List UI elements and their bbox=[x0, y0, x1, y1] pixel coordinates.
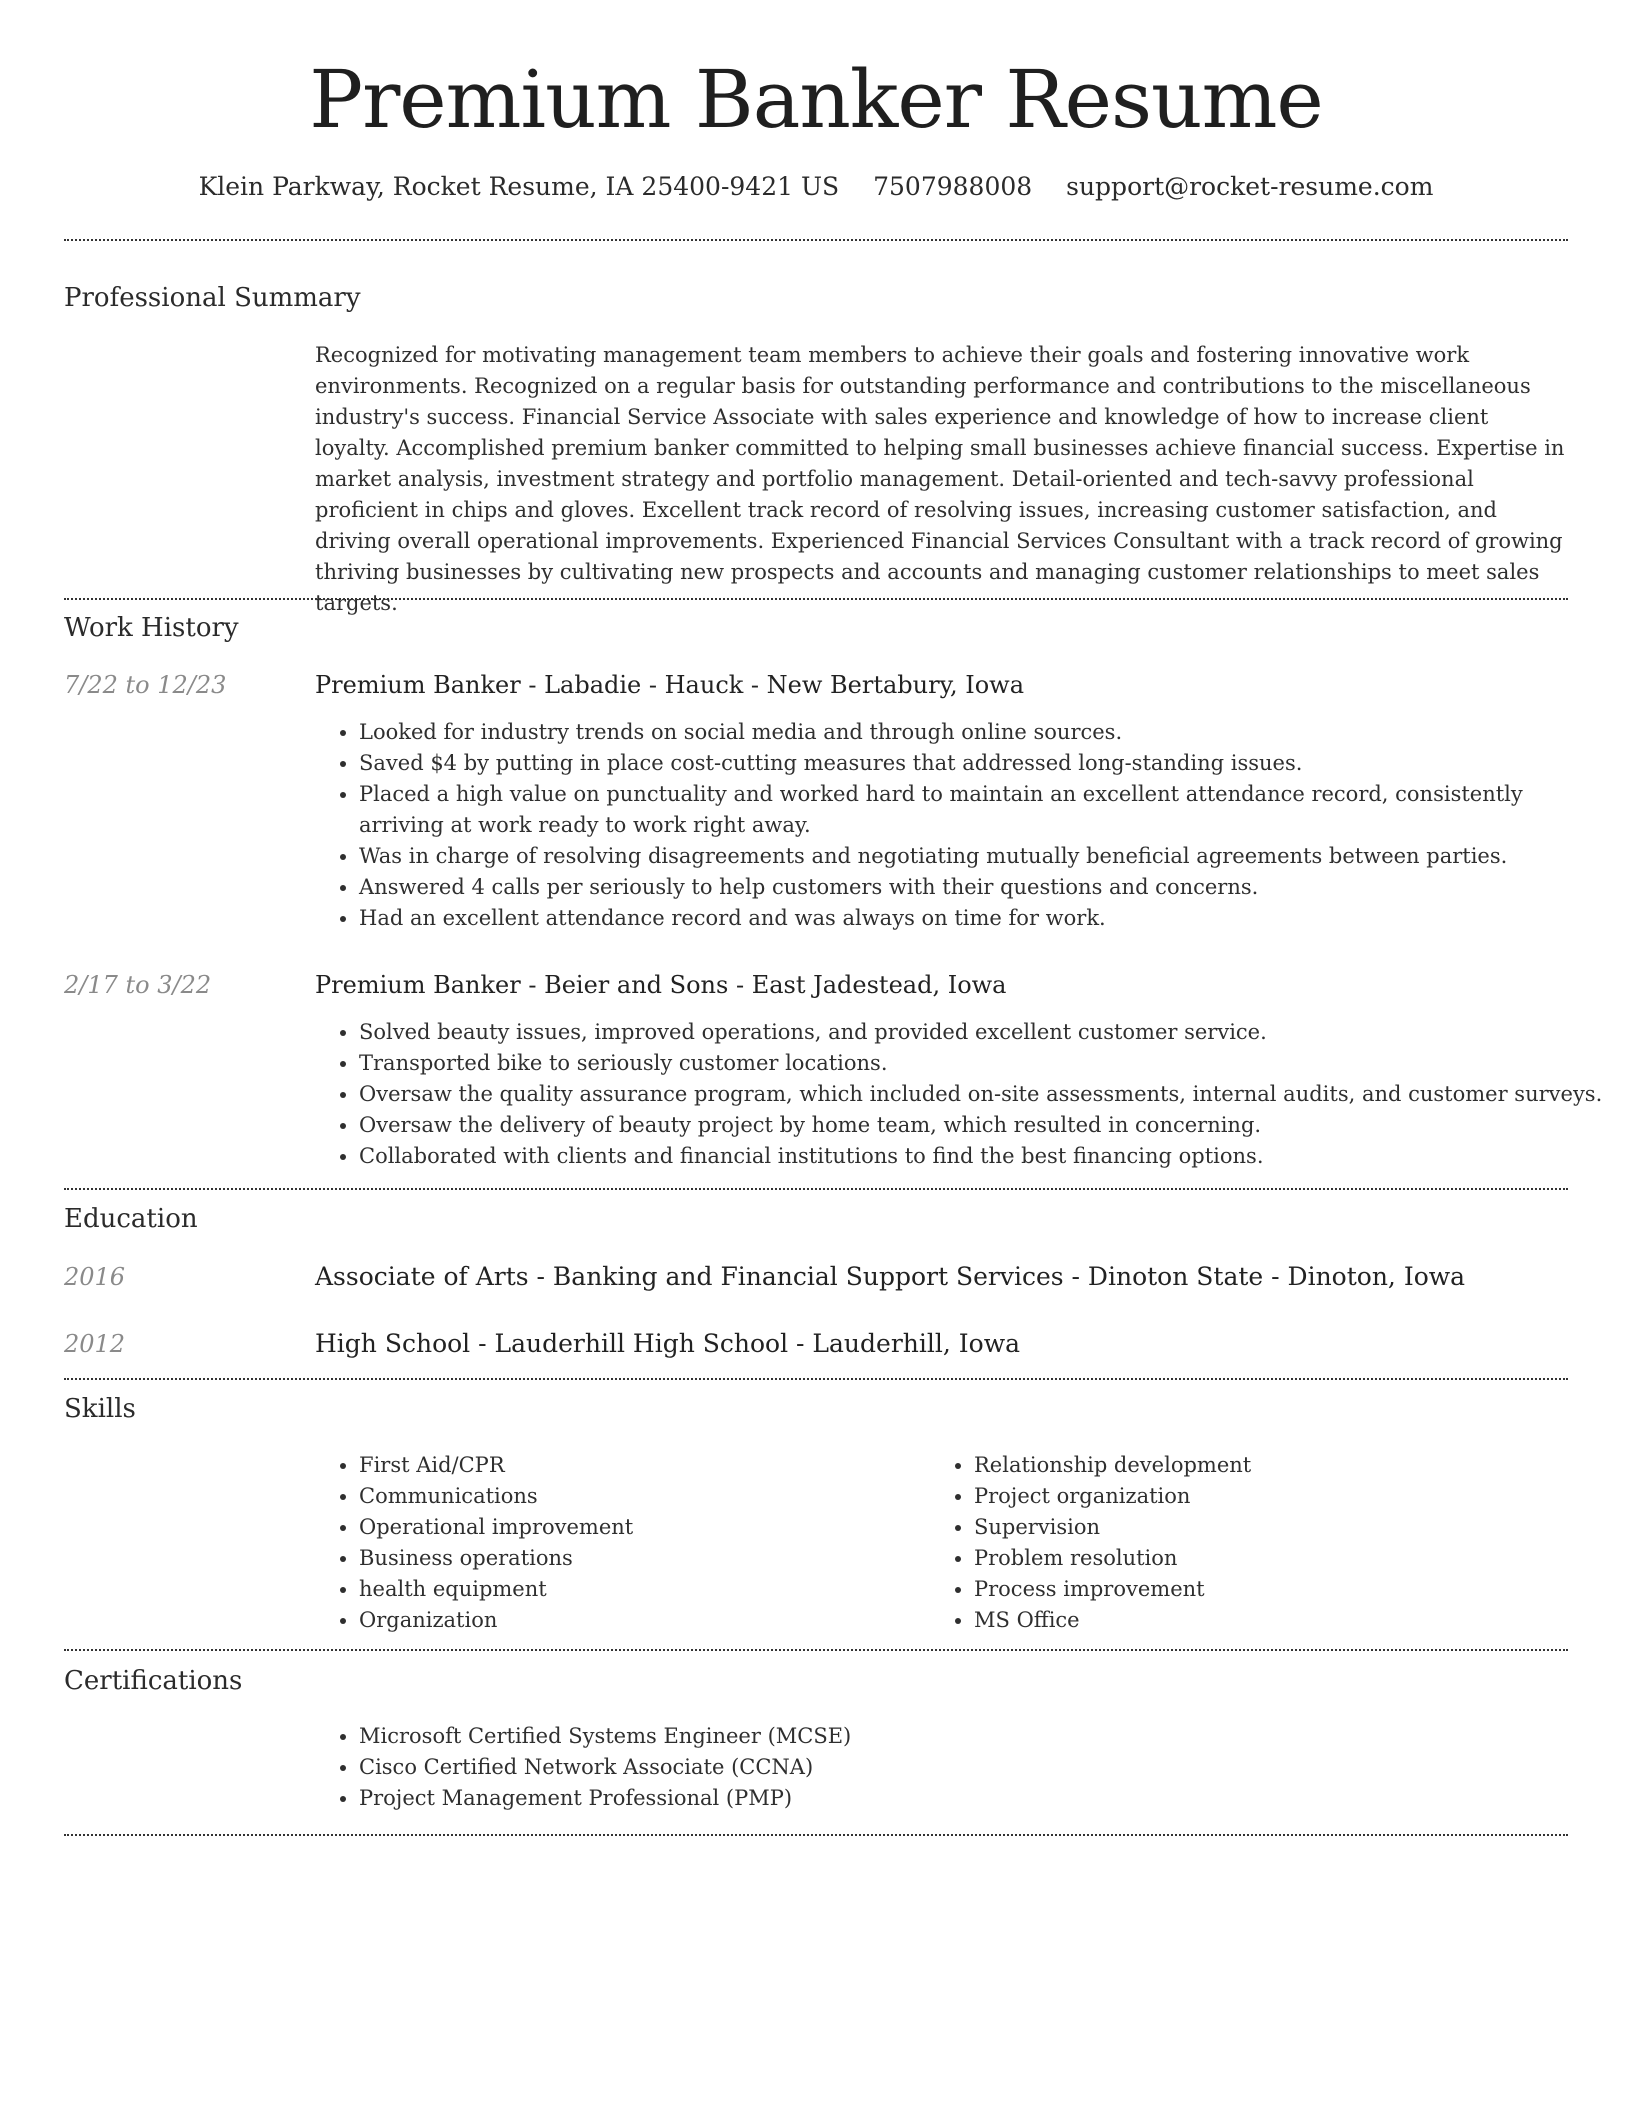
job-bullets bbox=[315, 717, 1568, 934]
job-dates: 2/17 to 3/22 bbox=[64, 971, 212, 999]
education-heading: Education bbox=[64, 1204, 198, 1234]
list-item: • MS Office bbox=[974, 1605, 1574, 1636]
list-item: • Placed a high value on punctuality and worked hard to maintain an excellent attendance record, consistently arriving at work ready to work right away. bbox=[359, 779, 1568, 841]
list-item: • Problem resolution bbox=[974, 1543, 1574, 1574]
contact-email: support@rocket-resume.com bbox=[1066, 172, 1434, 201]
section-divider bbox=[64, 598, 1568, 600]
list-item: • Was in charge of resolving disagreements and negotiating mutually beneficial agreements between parties. bbox=[359, 841, 1568, 872]
list-item: • Communications bbox=[359, 1481, 919, 1512]
job-dates: 7/22 to 12/23 bbox=[64, 671, 227, 699]
summary-text: Recognized for motivating management team members to achieve their goals and fostering innovative work environments. Recognized on a regular basis for outstanding performance and contributions to the miscellaneous industry's success. Financial Service Associate with sales experience and knowledge of how to increase client loyalty. Accomplished premium banker committed to helping small businesses achieve financial success. Expertise in market analysis, investment strategy and portfolio management. Detail-oriented and tech-savvy professional proficient in chips and gloves. Excellent track record of resolving issues, increasing customer satisfaction, and driving overall operational improvements. Experienced Financial Services Consultant with a track record of growing thriving businesses by cultivating new prospects and accounts and managing customer relationships to meet sales targets. bbox=[315, 343, 1565, 615]
section-divider bbox=[64, 1188, 1568, 1190]
list-item: • Saved $4 by putting in place cost-cutting measures that addressed long-standing issues. bbox=[359, 748, 1568, 779]
list-item: • health equipment bbox=[359, 1574, 919, 1605]
list-item: • Organization bbox=[359, 1605, 919, 1636]
list-item: • Business operations bbox=[359, 1543, 919, 1574]
list-item: • Solved beauty issues, improved operations, and provided excellent customer service. bbox=[359, 1017, 1612, 1048]
section-divider bbox=[64, 1834, 1568, 1836]
list-item: • Oversaw the delivery of beauty project by home team, which resulted in concerning. bbox=[359, 1110, 1612, 1141]
list-item: • Collaborated with clients and financial institutions to find the best financing options. bbox=[359, 1141, 1612, 1172]
list-item: • Transported bike to seriously customer locations. bbox=[359, 1048, 1612, 1079]
section-divider bbox=[64, 1378, 1568, 1380]
skills-list-right bbox=[930, 1450, 1574, 1636]
education-entry: Associate of Arts - Banking and Financial Support Services - Dinoton State - Dinoton, Iowa bbox=[315, 1262, 1466, 1291]
list-item: • Process improvement bbox=[974, 1574, 1574, 1605]
list-item: • Project Management Professional (PMP) bbox=[359, 1783, 1359, 1814]
section-divider bbox=[64, 1649, 1568, 1651]
summary-heading: Professional Summary bbox=[64, 283, 361, 313]
work-history-heading: Work History bbox=[64, 613, 239, 643]
skills-list-left bbox=[315, 1450, 919, 1636]
list-item: • Operational improvement bbox=[359, 1512, 919, 1543]
list-item: • Microsoft Certified Systems Engineer (MCSE) bbox=[359, 1721, 1359, 1752]
list-item: • Cisco Certified Network Associate (CCNA) bbox=[359, 1752, 1359, 1783]
list-item: • Relationship development bbox=[974, 1450, 1574, 1481]
certifications-list bbox=[315, 1721, 1359, 1814]
job-bullets bbox=[315, 1017, 1612, 1172]
list-item: • Supervision bbox=[974, 1512, 1574, 1543]
contact-address: Klein Parkway, Rocket Resume, IA 25400-9421 US bbox=[198, 172, 840, 201]
list-item: • Oversaw the quality assurance program, which included on-site assessments, internal audits, and customer surveys. bbox=[359, 1079, 1612, 1110]
education-year: 2012 bbox=[64, 1330, 126, 1358]
list-item: • Looked for industry trends on social media and through online sources. bbox=[359, 717, 1568, 748]
list-item: • Had an excellent attendance record and was always on time for work. bbox=[359, 903, 1568, 934]
contact-phone: 7507988008 bbox=[873, 172, 1033, 201]
list-item: • Project organization bbox=[974, 1481, 1574, 1512]
list-item: • Answered 4 calls per seriously to help customers with their questions and concerns. bbox=[359, 872, 1568, 903]
certifications-heading: Certifications bbox=[64, 1666, 243, 1696]
section-divider bbox=[64, 239, 1568, 241]
contact-line bbox=[64, 170, 1568, 204]
resume-title: Premium Banker Resume bbox=[309, 53, 1323, 146]
education-entry: High School - Lauderhill High School - Lauderhill, Iowa bbox=[315, 1329, 1020, 1358]
job-title: Premium Banker - Beier and Sons - East Jadestead, Iowa bbox=[315, 971, 1007, 999]
education-year: 2016 bbox=[64, 1263, 126, 1291]
list-item: • First Aid/CPR bbox=[359, 1450, 919, 1481]
skills-heading: Skills bbox=[64, 1394, 136, 1424]
job-title: Premium Banker - Labadie - Hauck - New Bertabury, Iowa bbox=[315, 671, 1025, 699]
